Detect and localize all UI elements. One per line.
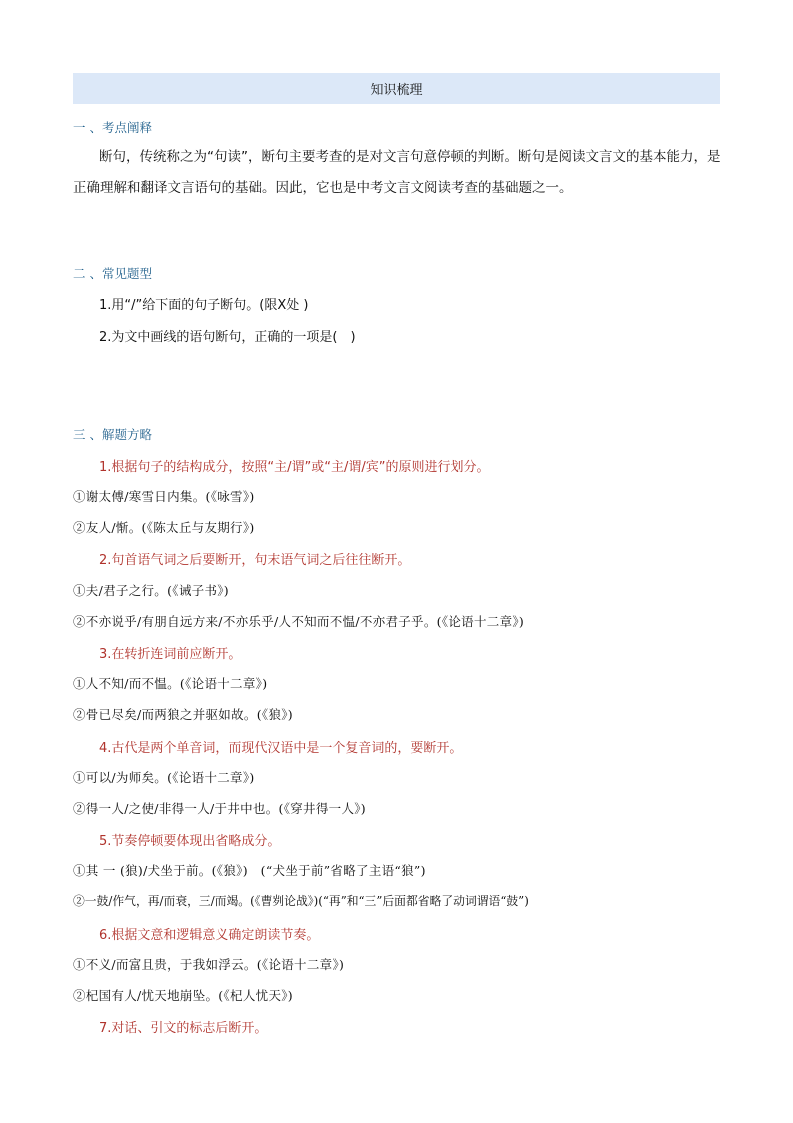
- section-heading-1: 一 、考点阐释: [73, 120, 152, 135]
- rule-3-example-1: ①人不知/而不愠。(《论语十二章》): [73, 676, 268, 691]
- rule-4-title: 4.古代是两个单音词，而现代汉语中是一个复音词的，要断开。: [99, 741, 463, 756]
- rule-7-title: 7.对话、引文的标志后断开。: [99, 1021, 268, 1036]
- rule-1-title: 1.根据句子的结构成分，按照“主/谓”或“主/谓/宾”的原则进行划分。: [99, 460, 490, 475]
- rule-5-example-1: ①其 一 (狼)/犬坐于前。(《狼》) (“犬坐于前”省略了主语“狼”): [73, 863, 426, 878]
- rule-3-title: 3.在转折连词前应断开。: [99, 647, 242, 662]
- rule-2-example-2: ②不亦说乎/有朋自远方来/不亦乐乎/人不知而不愠/不亦君子乎。(《论语十二章》): [73, 614, 525, 629]
- rule-5-title: 5.节奏停顿要体现出省略成分。: [99, 834, 281, 849]
- section-heading-3: 三 、解题方略: [73, 427, 152, 442]
- rule-4-example-2: ②得一人/之使/非得一人/于井中也。(《穿井得一人》): [73, 801, 366, 816]
- rule-1-example-1: ①谢太傅/寒雪日内集。(《咏雪》): [73, 489, 255, 504]
- section-heading-2: 二 、常见题型: [73, 266, 152, 281]
- rule-1-example-2: ②友人/惭。(《陈太丘与友期行》): [73, 520, 255, 535]
- rule-5-example-2: ②一鼓/作气，再/而衰，三/而竭。(《曹刿论战》)(“再”和“三”后面都省略了动词谓语“鼓”): [73, 894, 529, 908]
- rule-2-title: 2.句首语气词之后要断开，句末语气词之后往往断开。: [99, 553, 411, 568]
- banner-title: 知识梳理: [370, 83, 423, 98]
- banner: [73, 73, 720, 104]
- rule-3-example-2: ②骨已尽矣/而两狼之并驱如故。(《狼》): [73, 707, 293, 722]
- rule-6-example-2: ②杞国有人/忧天地崩坠。(《杞人忧天》): [73, 988, 293, 1003]
- rule-2-example-1: ①夫/君子之行。(《诫子书》): [73, 583, 229, 598]
- rule-6-title: 6.根据文意和逻辑意义确定朗读节奏。: [99, 928, 320, 943]
- rule-6-example-1: ①不义/而富且贵，于我如浮云。(《论语十二章》): [73, 957, 345, 972]
- question-type-2: 2.为文中画线的语句断句，正确的一项是( ): [99, 330, 356, 345]
- question-type-1: 1.用“/”给下面的句子断句。(限X处 ): [99, 298, 309, 313]
- rule-4-example-1: ①可以/为师矣。(《论语十二章》): [73, 770, 255, 785]
- section1-paragraph: 断句，传统称之为“句读”，断句主要考查的是对文言句意停顿的判断。断句是阅读文言文的基本能力，是正确理解和翻译文言语句的基础。因此，它也是中考文言文阅读考查的基础题之一。: [73, 149, 721, 196]
